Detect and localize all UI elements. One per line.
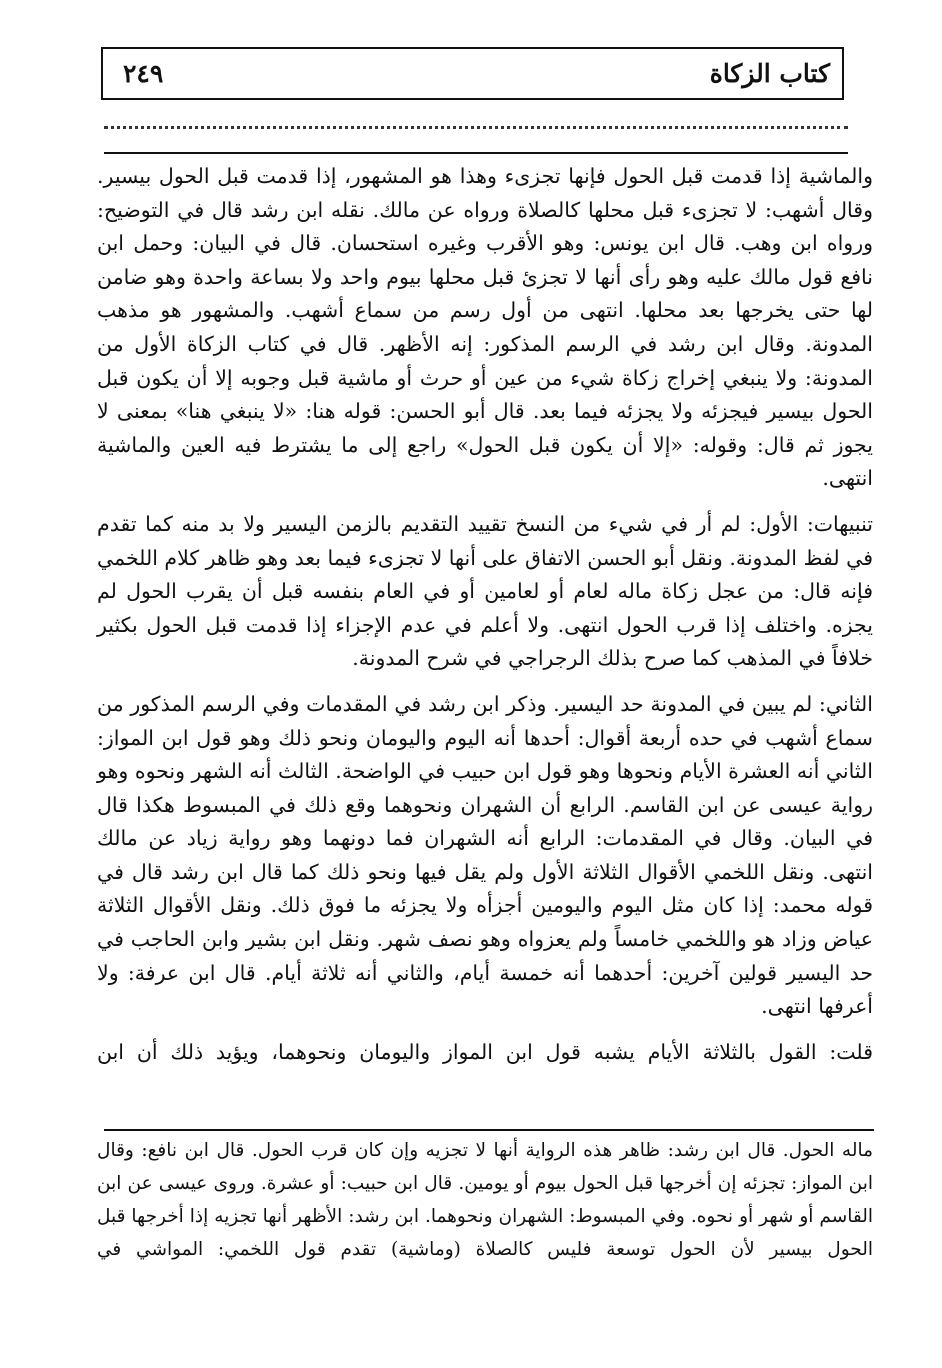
page-header <box>101 47 844 100</box>
dotted-separator <box>104 126 848 129</box>
text-top-rule <box>104 152 848 154</box>
footnote-paragraph: ماله الحول. قال ابن رشد: ظاهر هذه الرواية أنها لا تجزيه وإن كان قرب الحول. قال ابن نافع: وقال ابن المواز: تجزئه إن أخرجها قبل الحول بيوم أو يومين. قال ابن حبيب: أو عشرة. وروى عيسى عن ابن القاسم أو شهر أو نحوه. وفي المبسوط: الشهران ونحوهما. ابن رشد: الأظهر أنها تجزيه إذا أخرجها قبل الحول بيسير لأن الحول توسعة فليس كالصلاة (وماشية) تقدم قول اللخمي: المواشي في <box>97 1140 873 1260</box>
footnote-separator <box>104 1129 874 1131</box>
page-number: ٢٤٩ <box>123 59 164 88</box>
footnote-section <box>97 1134 873 1266</box>
main-text <box>97 160 873 1081</box>
paragraph-main-ruling: والماشية إذا قدمت قبل الحول فإنها تجزىء وهذا هو المشهور، إذا قدمت قبل الحول بيسير. وقال أشهب: لا تجزىء قبل محلها كالصلاة ورواه عن مالك. نقله ابن رشد قال في التوضيح: ورواه ابن وهب. قال ابن يونس: وهو الأقرب وغيره استحسان. قال في البيان: وحمل ابن نافع قول مالك عليه وهو رأى أنها لا تجزئ قبل محلها بيوم واحد ولا بساعة واحدة وهو ضامن لها حتى يخرجها بعد محلها. انتهى من أول رسم من سماع أشهب. والمشهور هو مذهب المدونة. وقال ابن رشد في الرسم المذكور: إنه الأظهر. قال في كتاب الزكاة الأول من المدونة: ولا ينبغي إخراج زكاة شيء من عين أو حرث أو ماشية قبل وجوبه إلا أن يكون قبل الحول بيسير فيجزئه ولا يجزئه فيما بعد. قال أبو الحسن: قوله هنا: «لا ينبغي هنا» بمعنى لا يجوز ثم قال: وقوله: «إلا أن يكون قبل الحول» راجع إلى ما يشترط فيه العين والماشية انتهى. <box>97 164 873 491</box>
paragraph-notes-first: تنبيهات: الأول: لم أر في شيء من النسخ تقييد التقديم بالزمن اليسير ولا بد منه كما تقدم في لفظ المدونة. ونقل أبو الحسن الاتفاق على أنها لا تجزىء فيما بعد وهو ظاهر كلام اللخمي فإنه قال: من عجل زكاة ماله لعام أو لعامين أو في العام بنفسه قبل أن يقرب الحول لم يجزه. واختلف إذا قرب الحول انتهى. ولا أعلم في عدم الإجزاء إذا قدمت قبل الحول بكثير خلافاً في المذهب كما صرح بذلك الرجراجي في شرح المدونة. <box>97 511 873 671</box>
paragraph-commentary: قلت: القول بالثلاثة الأيام يشبه قول ابن المواز واليومان ونحوهما، ويؤيد ذلك أن ابن <box>97 1039 873 1064</box>
book-title: كتاب الزكاة <box>709 59 830 88</box>
paragraph-notes-second: الثاني: لم يبين في المدونة حد اليسير. وذكر ابن رشد في المقدمات وفي الرسم المذكور من سماع أشهب في حده أربعة أقوال: أحدها أنه اليوم واليومان ونحو ذلك وهو قول ابن المواز: الثاني أنه العشرة الأيام ونحوها وهو قول ابن حبيب في الواضحة. الثالث أنه الشهر ونحوه وهو رواية عيسى عن ابن القاسم. الرابع أن الشهران ونحوهما وقع ذلك في المبسوط هكذا قال في البيان. وقال في المقدمات: الرابع أنه الشهران فما دونهما وهو رواية زياد عن مالك انتهى. ونقل اللخمي الأقوال الثلاثة الأول ولم يقل فيها ونحو ذلك كما قال ابن رشد قال في قوله محمد: إذا كان مثل اليوم واليومين أجزأه ولا يجزئه ما فوق ذلك. ونقل الأقوال الثلاثة عياض وزاد هو واللخمي خامساً ولم يعزواه وهو نصف شهر. ونقل ابن بشير وابن الحاجب في حد اليسير قولين آخرين: أحدهما أنه خمسة أيام، والثاني أنه ثلاثة أيام. قال ابن عرفة: ولا أعرفها انتهى. <box>97 691 873 1019</box>
